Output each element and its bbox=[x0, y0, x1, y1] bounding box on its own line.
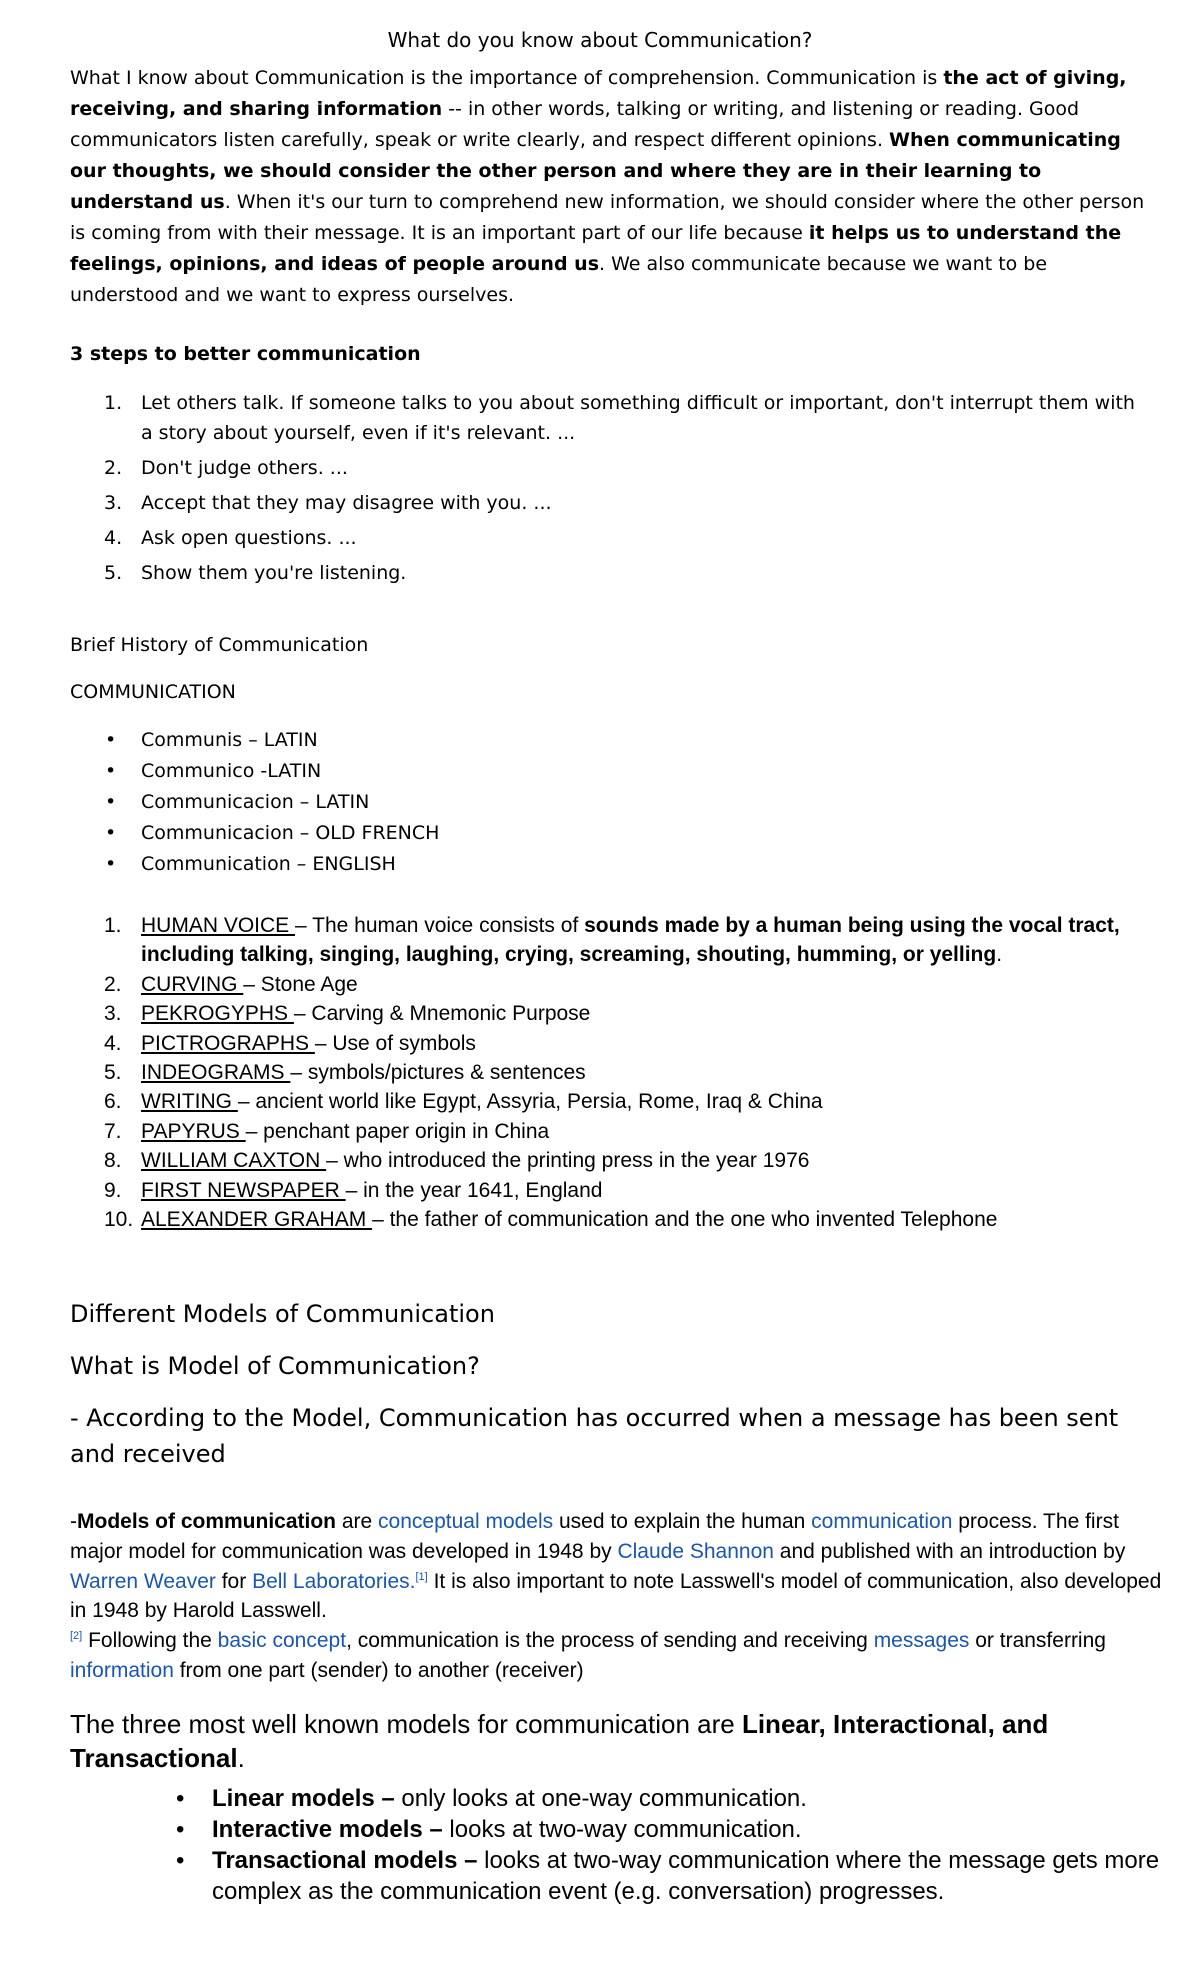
history-term: PICTROGRAPHS bbox=[141, 1031, 315, 1055]
para-bold: Models of communication bbox=[77, 1510, 337, 1533]
list-item bbox=[70, 453, 1150, 483]
model-type-name: Transactional models – bbox=[212, 1847, 478, 1874]
bullet-icon: • bbox=[105, 760, 117, 782]
intro-text-1: What I know about Communication is the importance of comprehension. Communication is bbox=[70, 67, 944, 89]
page-title: What do you know about Communication? bbox=[387, 28, 813, 52]
list-item-text: Communicacion – OLD FRENCH bbox=[141, 822, 440, 844]
list-item bbox=[70, 1117, 1170, 1146]
models-question: What is Model of Communication? bbox=[70, 1352, 480, 1380]
para-text: from one part (sender) to another (receiver) bbox=[173, 1658, 584, 1682]
intro-bold-3: it helps us to understand the feelings, opinions, and ideas of people around us bbox=[70, 222, 1122, 275]
models-paragraph bbox=[70, 1507, 1170, 1686]
citation-1-link[interactable]: [1] bbox=[415, 1570, 428, 1583]
intro-text-4: . We also communicate because we want to be understood and we want to express ourselves. bbox=[70, 253, 1048, 306]
list-item bbox=[70, 558, 1150, 588]
para-text: and published with an introduction by bbox=[773, 1539, 1126, 1563]
list-item bbox=[70, 999, 1170, 1028]
para-text: - bbox=[70, 1510, 77, 1533]
history-desc: – The human voice consists of bbox=[295, 914, 585, 937]
history-term: ALEXANDER GRAHAM bbox=[141, 1208, 373, 1232]
list-item bbox=[70, 1205, 1170, 1234]
messages-link[interactable]: messages bbox=[873, 1629, 970, 1653]
warren-weaver-link[interactable]: Warren Weaver bbox=[70, 1569, 216, 1593]
list-number: 4. bbox=[104, 527, 123, 549]
history-timeline-list bbox=[70, 911, 1170, 1234]
bell-laboratories-link[interactable]: Bell Laboratories. bbox=[252, 1569, 416, 1593]
list-item bbox=[70, 1029, 1170, 1058]
model-type-desc: only looks at one-way communication. bbox=[394, 1785, 807, 1812]
history-desc: – who introduced the printing press in the year 1976 bbox=[326, 1149, 810, 1173]
conceptual-models-link[interactable]: conceptual models bbox=[378, 1510, 554, 1533]
list-item bbox=[141, 1814, 1161, 1845]
bullet-icon: • bbox=[176, 1847, 185, 1874]
three-models-sentence bbox=[70, 1707, 1160, 1775]
models-heading: Different Models of Communication bbox=[70, 1300, 495, 1328]
steps-list bbox=[70, 388, 1150, 593]
para-text: Following the bbox=[82, 1629, 218, 1653]
list-number: 1. bbox=[104, 392, 123, 414]
bullet-icon: • bbox=[105, 729, 117, 751]
list-item-text: Communicacion – LATIN bbox=[141, 791, 370, 813]
list-item-text: Don't judge others. ... bbox=[141, 457, 348, 479]
list-item bbox=[70, 1087, 1170, 1116]
bullet-icon: • bbox=[176, 1785, 185, 1812]
history-desc: – ancient world like Egypt, Assyria, Persia, Rome, Iraq & China bbox=[237, 1090, 823, 1114]
communication-link[interactable]: communication bbox=[811, 1510, 953, 1533]
list-item bbox=[141, 1783, 1161, 1814]
list-item bbox=[70, 388, 1150, 448]
list-item-text: Accept that they may disagree with you. ... bbox=[141, 492, 552, 514]
history-term: PEKROGYPHS bbox=[141, 1002, 294, 1026]
history-desc: – penchant paper origin in China bbox=[245, 1119, 550, 1143]
list-number: 2. bbox=[104, 972, 122, 996]
history-desc: – Use of symbols bbox=[314, 1031, 476, 1055]
list-item bbox=[70, 818, 439, 849]
etymology-list bbox=[70, 725, 439, 880]
list-item bbox=[70, 725, 439, 756]
model-type-desc: looks at two-way communication where the message gets more complex as the communication event (e.g. conversation) progresses. bbox=[212, 1847, 1160, 1905]
history-desc: – symbols/pictures & sentences bbox=[290, 1061, 586, 1085]
list-number: 10. bbox=[104, 1208, 134, 1232]
list-item bbox=[141, 1845, 1161, 1907]
bullet-icon: • bbox=[105, 853, 117, 875]
history-term: WRITING bbox=[141, 1090, 238, 1114]
history-term: HUMAN VOICE bbox=[141, 914, 296, 937]
para-text: , communication is the process of sending and receiving bbox=[346, 1629, 874, 1653]
bullet-icon: • bbox=[176, 1816, 185, 1843]
model-type-desc: looks at two-way communication. bbox=[442, 1816, 802, 1843]
list-number: 2. bbox=[104, 457, 123, 479]
list-item-text: Show them you're listening. bbox=[141, 562, 407, 584]
intro-bold-2: When communicating our thoughts, we should consider the other person and where they are in their learning to understand us bbox=[70, 129, 1121, 213]
list-item bbox=[70, 911, 1170, 970]
models-answer: - According to the Model, Communication has occurred when a message has been sent and received bbox=[70, 1404, 1119, 1468]
history-desc: – Carving & Mnemonic Purpose bbox=[293, 1002, 591, 1026]
history-word: COMMUNICATION bbox=[70, 681, 236, 703]
list-number: 7. bbox=[104, 1119, 122, 1143]
sentence-text: The three most well known models for communication are bbox=[70, 1709, 742, 1739]
basic-concept-link[interactable]: basic concept bbox=[217, 1629, 347, 1653]
claude-shannon-link[interactable]: Claude Shannon bbox=[617, 1539, 774, 1563]
list-item-text: Let others talk. If someone talks to you about something difficult or important, don't interrupt them with a story about yourself, even if it's relevant. ... bbox=[141, 392, 1135, 444]
list-item bbox=[70, 970, 1170, 999]
history-term: CURVING bbox=[141, 972, 244, 996]
list-item bbox=[70, 849, 439, 880]
bullet-icon: • bbox=[105, 791, 117, 813]
para-text: or transferring bbox=[969, 1629, 1106, 1653]
para-text: It is also important to note Lasswell's model of communication, also developed in 1948 by Harold Lasswell. bbox=[70, 1569, 1162, 1623]
steps-heading: 3 steps to better communication bbox=[70, 343, 421, 365]
list-number: 4. bbox=[104, 1031, 122, 1055]
history-desc-end: . bbox=[996, 943, 1003, 967]
citation-2-link[interactable]: [2] bbox=[70, 1630, 83, 1643]
model-type-name: Linear models – bbox=[212, 1785, 395, 1812]
list-number: 3. bbox=[104, 492, 123, 514]
history-term: FIRST NEWSPAPER bbox=[141, 1178, 346, 1202]
intro-paragraph bbox=[70, 63, 1150, 311]
list-item-text: Communis – LATIN bbox=[141, 729, 318, 751]
list-item-text: Ask open questions. ... bbox=[141, 527, 357, 549]
para-text: for bbox=[215, 1569, 253, 1593]
list-number: 3. bbox=[104, 1002, 122, 1026]
list-number: 1. bbox=[104, 914, 122, 937]
list-item bbox=[70, 488, 1150, 518]
list-number: 9. bbox=[104, 1178, 122, 1202]
history-term: WILLIAM CAXTON bbox=[141, 1149, 327, 1173]
para-text: used to explain the human bbox=[553, 1510, 812, 1533]
intro-text-3: . When it's our turn to comprehend new information, we should consider where the other person is coming from with their message. It is an important part of our life because bbox=[70, 191, 1145, 244]
sentence-end: . bbox=[237, 1743, 245, 1773]
model-type-name: Interactive models – bbox=[212, 1816, 443, 1843]
intro-text-2: -- in other words, talking or writing, and listening or reading. Good communicators listen carefully, speak or write clearly, and respect different opinions. bbox=[70, 98, 1080, 151]
history-term: INDEOGRAMS bbox=[141, 1061, 291, 1085]
intro-bold-1: the act of giving, receiving, and sharing information bbox=[70, 67, 1127, 120]
list-item bbox=[70, 1058, 1170, 1087]
history-term: PAPYRUS bbox=[141, 1119, 246, 1143]
history-desc: – Stone Age bbox=[243, 972, 358, 996]
history-desc: – in the year 1641, England bbox=[345, 1178, 603, 1202]
list-number: 6. bbox=[104, 1090, 122, 1114]
information-link[interactable]: information bbox=[70, 1658, 174, 1682]
list-item-text: Communication – ENGLISH bbox=[141, 853, 396, 875]
para-text: process. The first major model for communication was developed in 1948 by bbox=[70, 1510, 1119, 1563]
list-item bbox=[70, 523, 1150, 553]
list-number: 8. bbox=[104, 1149, 122, 1173]
list-item bbox=[70, 787, 439, 818]
model-types-list bbox=[141, 1783, 1161, 1907]
sentence-bold: Linear, Interactional, and Transactional bbox=[70, 1709, 1049, 1773]
bullet-icon: • bbox=[105, 822, 117, 844]
para-text: are bbox=[336, 1510, 379, 1533]
list-item bbox=[70, 756, 439, 787]
list-item bbox=[70, 1146, 1170, 1175]
list-number: 5. bbox=[104, 1061, 122, 1085]
list-item-text: Communico -LATIN bbox=[141, 760, 322, 782]
history-desc: – the father of communication and the one who invented Telephone bbox=[372, 1208, 998, 1232]
history-heading: Brief History of Communication bbox=[70, 634, 369, 656]
list-number: 5. bbox=[104, 562, 123, 584]
history-desc-bold: sounds made by a human being using the vocal tract, including talking, singing, laughing, crying, screaming, shouting, humming, or yelling bbox=[141, 914, 1120, 967]
list-item bbox=[70, 1176, 1170, 1205]
